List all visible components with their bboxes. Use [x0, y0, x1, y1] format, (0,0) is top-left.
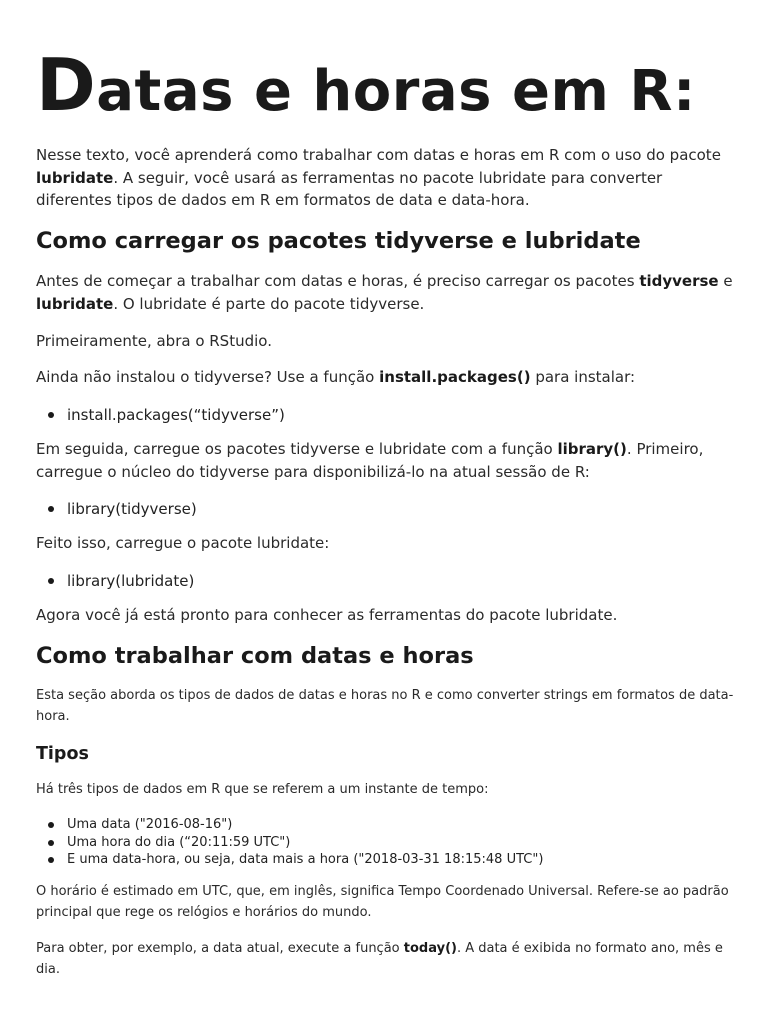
s2p4-bold-today: today() [403, 941, 457, 956]
list-item-text: library(tidyverse) [67, 500, 197, 518]
s1p4-text-2: . Primeiro, carregue o núcleo do tidyverse para disponibilizá-lo na atual sessão de R: [36, 440, 704, 481]
install-list [36, 404, 736, 426]
section1-paragraph-1 [36, 270, 736, 315]
bullet-dot [48, 412, 54, 418]
section2-subheading-tipos: Tipos [36, 744, 89, 764]
s1p4-text-1: Em seguida, carregue os pacotes tidyverse e lubridate com a função [36, 440, 558, 458]
s1p1-text-2: e [718, 272, 733, 290]
library-tidyverse-list [36, 498, 736, 520]
section1-heading: Como carregar os pacotes tidyverse e lubridate [36, 228, 641, 254]
bullet-dot [48, 822, 54, 828]
section1-paragraph-4 [36, 438, 736, 483]
types-list [36, 816, 736, 869]
bullet-dot [48, 857, 54, 863]
section2-heading: Como trabalhar com datas e horas [36, 643, 474, 669]
list-item [36, 498, 736, 520]
list-item-text: install.packages(“tidyverse”) [67, 406, 285, 424]
library-lubridate-list [36, 570, 736, 592]
section2-paragraph-2: Há três tipos de dados em R que se referem a um instante de tempo: [36, 782, 489, 797]
intro-text-2: . A seguir, você usará as ferramentas no pacote lubridate para converter diferentes tipos de dados em R em formatos de data e data-hora. [36, 168, 663, 209]
list-item [36, 816, 736, 834]
section2-paragraph-1: Esta seção aborda os tipos de dados de datas e horas no R e como converter strings em formatos de data-hora. [36, 688, 734, 724]
section2-paragraph-3: O horário é estimado em UTC, que, em inglês, significa Tempo Coordenado Universal. Refere-se ao padrão principal que rege os relógios e horários do mundo. [36, 884, 729, 920]
s2p4-text-1: Para obter, por exemplo, a data atual, execute a função [36, 941, 404, 956]
section2-paragraph-4 [36, 938, 736, 980]
s2p4-text-2: . A data é exibida no formato ano, mês e dia. [36, 941, 723, 977]
intro-paragraph [36, 144, 736, 212]
section1-paragraph-5: Feito isso, carregue o pacote lubridate: [36, 534, 330, 552]
s1p3-bold-install-packages: install.packages() [379, 368, 531, 386]
s1p1-text-1: Antes de começar a trabalhar com datas e horas, é preciso carregar os pacotes [36, 272, 640, 290]
page-title [36, 40, 696, 137]
bullet-dot [48, 840, 54, 846]
s1p3-text-1: Ainda não instalou o tidyverse? Use a função [36, 368, 380, 386]
bullet-dot [48, 506, 54, 512]
title-rest: atas e horas em R: [96, 59, 696, 124]
bullet-dot [48, 578, 54, 584]
section1-paragraph-2: Primeiramente, abra o RStudio. [36, 332, 272, 350]
list-item [36, 834, 736, 852]
list-item [36, 851, 736, 869]
s1p1-text-3: . O lubridate é parte do pacote tidyverse. [113, 294, 425, 313]
intro-text-1: Nesse texto, você aprenderá como trabalhar com datas e horas em R com o uso do pacote [36, 146, 721, 164]
s1p3-text-2: para instalar: [530, 368, 636, 386]
title-dropcap: D [36, 43, 97, 127]
list-item-text: library(lubridate) [67, 572, 195, 590]
list-item-text: E uma data-hora, ou seja, data mais a hora ("2018-03-31 18:15:48 UTC") [67, 852, 544, 867]
list-item [36, 404, 736, 426]
intro-bold-lubridate: lubridate [36, 168, 114, 187]
s1p1-bold-tidyverse: tidyverse [639, 272, 719, 290]
section1-paragraph-3 [36, 366, 736, 389]
list-item [36, 570, 736, 592]
s1p4-bold-library: library() [557, 440, 627, 458]
section1-paragraph-6: Agora você já está pronto para conhecer as ferramentas do pacote lubridate. [36, 606, 618, 624]
s1p1-bold-lubridate: lubridate [36, 294, 114, 313]
list-item-text: Uma hora do dia (“20:11:59 UTC") [67, 834, 291, 850]
list-item-text: Uma data ("2016-08-16") [67, 817, 233, 832]
